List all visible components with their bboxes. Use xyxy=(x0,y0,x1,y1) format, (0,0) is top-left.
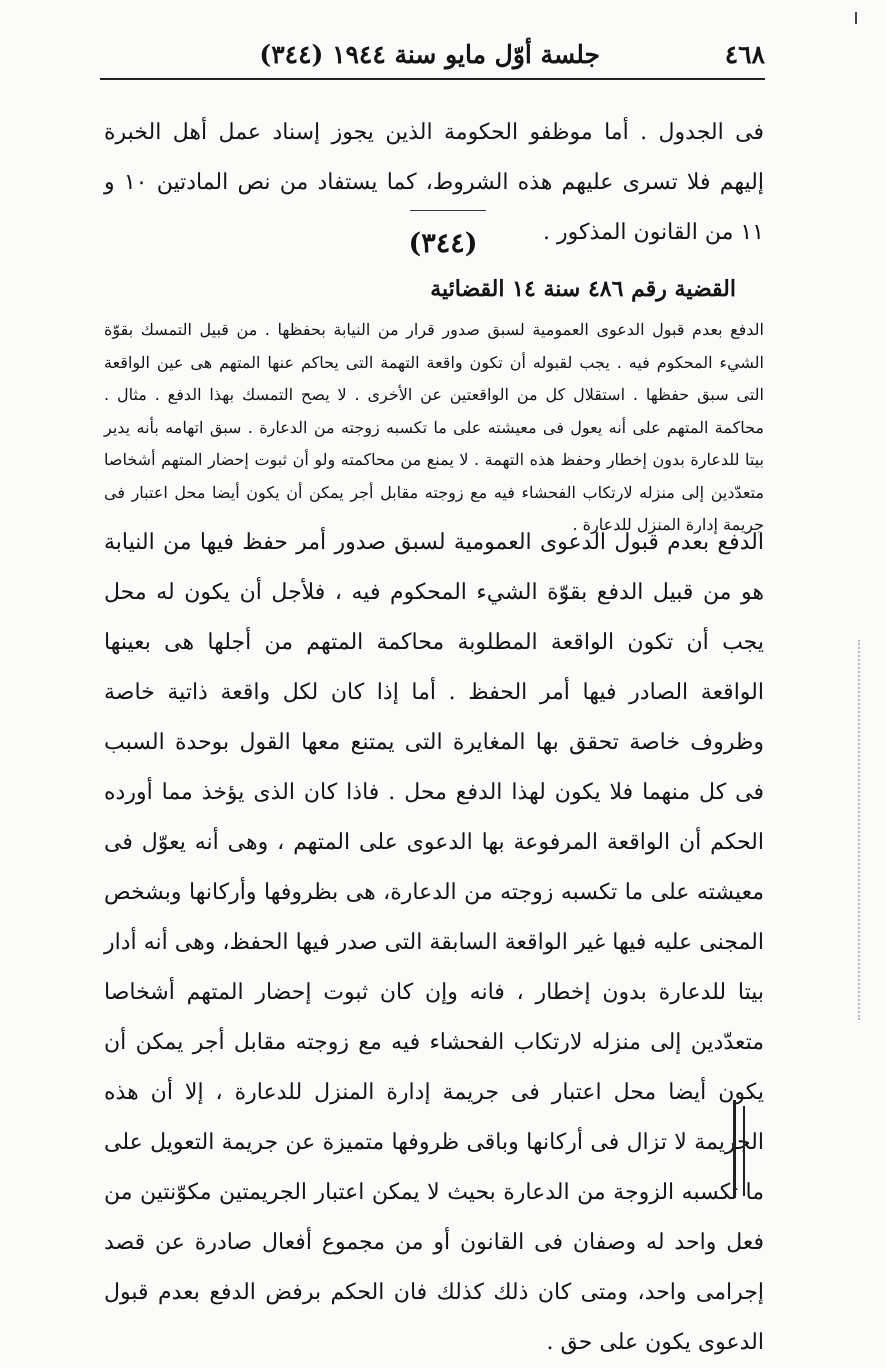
margin-scan-mark xyxy=(858,640,860,1020)
header-rule xyxy=(100,78,765,80)
section-divider xyxy=(410,210,486,211)
margin-bar xyxy=(733,1100,736,1198)
case-number: (٣٤٤) xyxy=(408,228,478,259)
page-header xyxy=(100,36,765,80)
case-reference: القضية رقم ٤٨٦ سنة ١٤ القضائية xyxy=(430,276,736,302)
headnote: الدفع بعدم قبول الدعوى العمومية لسبق صدور قرار من النيابة بحفظها . من قبيل التمسك بقوّة الشيء المحكوم فيه . يجب لقبوله أن تكون واقعة التهمة التى يحاكم عنها المتهم هى عين الواقعة التى سبق حفظها . استقلال كل من الواقعتين عن الأخرى . لا يصح التمسك بهذا الدفع . مثال . محاكمة المتهم على أنه يعول فى معيشته على ما تكسبه زوجته من الدعارة . سبق اتهامه بأنه يدير بيتا للدعارة بدون إخطار وحفظ هذه التهمة . لا يمنع من محاكمته ولو أن ثبوت إحضار المتهم أشخاصا متعدّدين إلى منزله لارتكاب الفحشاء فيه مع زوجته مقابل أجر يمكن أن يكون أيضا محل اعتبار فى جريمة إدارة المنزل للدعارة . xyxy=(104,320,764,534)
body-paragraph: الدفع بعدم قبول الدعوى العمومية لسبق صدور أمر حفظ فيها من النيابة هو من قبيل الدفع بقوّة الشيء المحكوم فيه ، فلأجل أن يكون له محل يجب أن تكون الواقعة المطلوبة محاكمة المتهم من أجلها هى بعينها الواقعة الصادر فيها أمر الحفظ . أما إذا كان لكل واقعة ذاتية خاصة وظروف خاصة تحقق بها المغايرة التى يمتنع معها القول بوحدة السبب فى كل منهما فلا يكون لهذا الدفع محل . فاذا كان الذى يؤخذ مما أورده الحكم أن الواقعة المرفوعة بها الدعوى على المتهم ، وهى أنه يعوّل فى معيشته على ما تكسبه زوجته من الدعارة، هى بظروفها وأركانها وبشخص المجنى عليه فيها غير الواقعة السابقة التى صدر فيها الحفظ، وهى أنه أدار بيتا للدعارة بدون إخطار ، فانه وإن كان ثبوت إحضار المتهم أشخاصا متعدّدين إلى منزله لارتكاب الفحشاء فيه مع زوجته مقابل أجر يمكن أن يكون أيضا محل اعتبار فى جريمة إدارة المنزل للدعارة ، إلا أن هذه الجريمة لا تزال فى أركانها وباقى ظروفها متميزة عن جريمة التعويل على ما تكسبه الزوجة من الدعارة بحيث لا يمكن اعتبار الجريمتين مكوّنتين من فعل واحد له وصفان فى القانون أو من مجموع أفعال صادرة عن قصد إجرامى واحد، ومتى كان ذلك كذلك فان الحكم برفض الدفع بعدم قبول الدعوى يكون على حق . xyxy=(104,530,764,1355)
running-title: جلسة أوّل مايو سنة ١٩٤٤ (٣٤٤) xyxy=(259,40,600,69)
page-number: ٤٦٨ xyxy=(724,40,765,69)
intro-paragraph: فى الجدول . أما موظفو الحكومة الذين يجوز إسناد عمل أهل الخبرة إليهم فلا تسرى عليهم هذه الشروط، كما يستفاد من نص المادتين ١٠ و ١١ من القانون المذكور . xyxy=(104,120,764,245)
margin-bar-thin xyxy=(743,1106,745,1196)
margin-tick xyxy=(855,12,857,24)
